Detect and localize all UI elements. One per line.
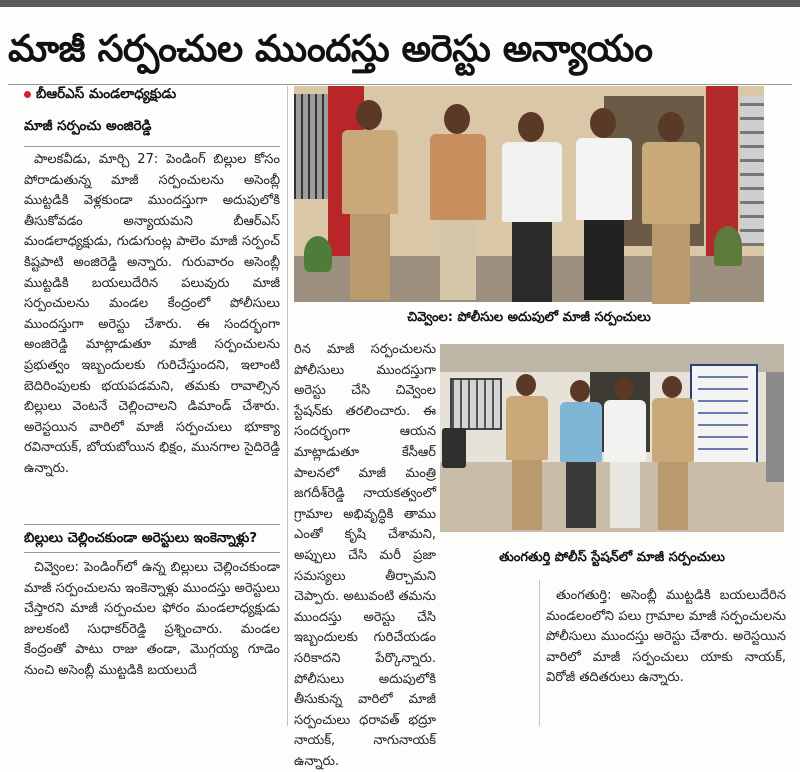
sub-headline: బిల్లులు చెల్లించకుండా అరెస్టులు ఇంకెన్నాళ్లు?	[24, 530, 258, 546]
kicker-line-2	[24, 118, 152, 137]
kicker-line-1	[24, 86, 176, 105]
red-bullet-icon	[24, 91, 31, 98]
photo-police-station	[440, 344, 784, 532]
kicker-divider	[24, 146, 280, 147]
body-paragraph: చివ్వెంల: పెండింగ్‌లో ఉన్న బిల్లులు చెల్లించకుండా మాజీ సర్పంచులను ఇంకెన్నాళ్లు ముందస్తు అరెస్టులు చేస్తారని మాజీ సర్పంచుల ఫోరం మండలాధ్యక్షుడు జులకంటి సుధాకర్‌రెడ్డి ప్రశ్నించారు. మండల కేంద్రంతో పాటు రాజు తండా, మొగ్గయ్య గూడెం నుంచి అసెంబ్లీ ముట్టడికి బయలుదే	[24, 560, 280, 678]
photo1-caption: చివ్వెంల: పోలీసుల అదుపులో మాజీ సర్పంచులు	[407, 310, 651, 325]
body-paragraph: పాలకవీడు, మార్చి 27: పెండింగ్ బిల్లుల కోసం పోరాడుతున్న మాజీ సర్పంచులను అసెంబ్లీ ముట్టడికి వెళ్లకుండా ముందస్తుగా అదుపులోకి తీసుకోవడం అన్యాయమని బీఆర్ఎస్ మండలాధ్యక్షుడు, గుడుగుంట్ల పాలెం మాజీ సర్పంచ్ కిష్టపాటి అంజిరెడ్డి అన్నారు. గురువారం అసెంబ్లీ ముట్టడికి బయలుదేరిన పలువురు మాజీ సర్పంచులను మండల కేంద్రంలో పోలీసులు ముందస్తుగా అరెస్టు చేశారు. ఈ సందర్భంగా అంజిరెడ్డి మాట్లాడుతూ మాజీ సర్పంచులను ప్రభుత్వం ఇబ్బందులకు గురిచేస్తుందని, ఇలాంటి బెదిరింపులకు భయపడమని, తమకు రావాల్సిన బిల్లులు వెంటనే చెల్లించాలని డిమాండ్ చేశారు. అరెస్టయిన వారిలో మాజీ సర్పంచులు భూక్యా రవినాయక్, బోయబోయిన భిక్షం, మునగాల సైదిరెడ్డి ఉన్నారు.	[24, 152, 280, 476]
headline-divider	[8, 84, 792, 85]
kicker-text-1: బీఆర్ఎస్ మండలాధ్యక్షుడు	[36, 86, 177, 102]
article-body-col1	[24, 150, 280, 520]
column-divider	[539, 580, 540, 726]
photo-police-custody	[294, 86, 764, 302]
subhead-top-rule	[24, 524, 280, 525]
column-divider	[287, 86, 288, 726]
photo2-caption: తుంగతుర్తి పోలీస్ స్టేషన్‌లో మాజీ సర్పంచులు	[499, 550, 725, 565]
article-body-col2	[294, 340, 436, 769]
article-headline: మాజీ సర్పంచుల ముందస్తు అరెస్టు అన్యాయం	[8, 27, 653, 70]
article-body-col3	[546, 586, 786, 724]
top-rule-bar	[0, 0, 800, 7]
article-body-col1b	[24, 558, 280, 724]
body-paragraph: తుంగతుర్తి: అసెంబ్లీ ముట్టడికి బయలుదేరిన మండలంలోని పలు గ్రామాల మాజీ సర్పంచులను పోలీసులు ముందస్తు అరెస్టు చేశారు. అరెస్టయిన వారిలో మాజీ సర్పంచులు యాకు నాయక్, విరోజీ తదితరులు ఉన్నారు.	[546, 588, 786, 686]
body-paragraph: రిన మాజీ సర్పంచులను పోలీసులు ముందస్తుగా అరెస్టు చేసి చివ్వెంల స్టేషన్‌కు తరలించారు. ఈ సందర్భంగా ఆయన మాట్లాడుతూ కేసీఆర్ పాలనలో మాజీ మంత్రి జగదీశ్‌రెడ్డి నాయకత్వంలో గ్రామాల అభివృద్ధికి తాము ఎంతో కృషి చేశామని, అప్పులు చేసి మరీ ప్రజా సమస్యలు తీర్చామని చెప్పారు. అటువంటి తమను ముందస్తు అరెస్టు చేసి ఇబ్బందులకు గురిచేయడం సరికాదని పేర్కొన్నారు. పోలీసులు అదుపులోకి తీసుకున్న వారిలో మాజీ సర్పంచులు ధరావత్ భద్రూ నాయక్, నాగునాయక్ ఉన్నారు.	[294, 342, 436, 769]
subhead-bottom-rule	[24, 552, 280, 553]
kicker-text-2: మాజీ సర్పంచు అంజిరెడ్డి	[24, 118, 152, 134]
